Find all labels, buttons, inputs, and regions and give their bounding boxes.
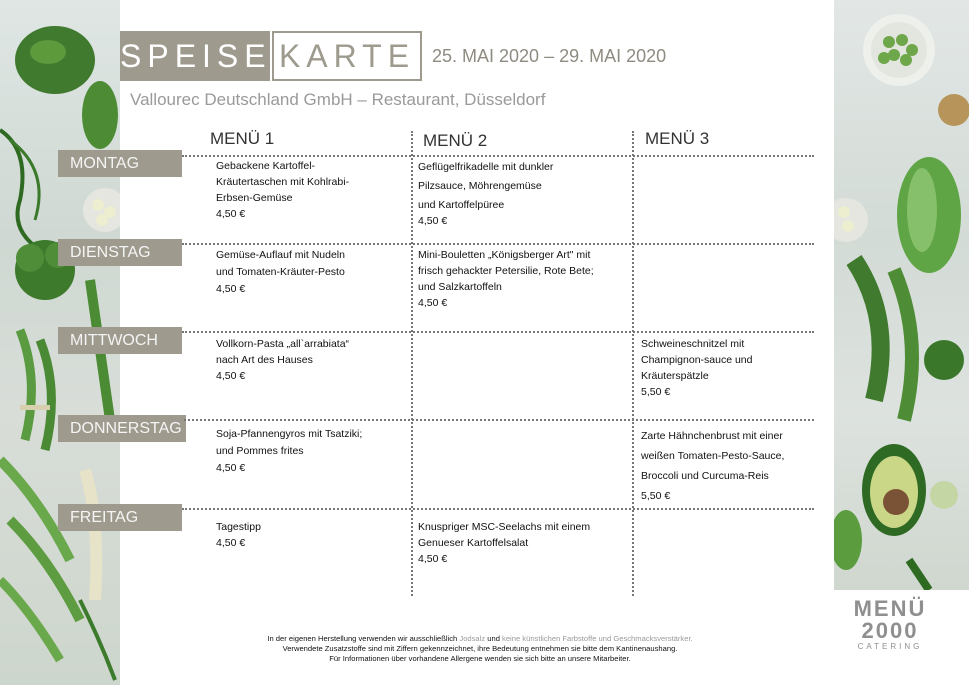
dish-price: 4,50 € (418, 215, 448, 227)
dish-montag-menu-1 (216, 158, 411, 222)
row-divider (182, 243, 814, 245)
dish-price: 5,50 € (641, 386, 671, 398)
dish-text: Vollkorn-Pasta „all`arrabiata“ nach Art des Hauses (216, 338, 350, 366)
title-box-speise (120, 31, 270, 81)
dish-mittwoch-menu-3 (641, 336, 836, 400)
dish-text: Gemüse-Auflauf mit Nudeln und Tomaten-Kräuter-Pesto (216, 249, 345, 278)
column-divider-1 (411, 131, 413, 596)
dish-price: 4,50 € (418, 297, 448, 309)
dish-price: 4,50 € (216, 462, 246, 474)
dish-text: Knuspriger MSC-Seelachs mit einem Genueser Kartoffelsalat (418, 521, 591, 549)
footer-line-2: Verwendete Zusatzstoffe sind mit Ziffern gekennzeichnet, ihre Bedeutung entnehmen sie bitte dem Kantinenaushang. (282, 644, 678, 653)
dish-text: Soja-Pfannengyros mit Tsatziki; und Pommes frites (216, 428, 363, 457)
menu-3-header: MENÜ 3 (645, 129, 710, 148)
dish-price: 4,50 € (216, 283, 246, 295)
logo-line-1: MENÜ (853, 596, 927, 621)
menu-1-header: MENÜ 1 (210, 129, 275, 148)
footer-line-3: Für Informationen über vorhandene Allergene wenden sie sich bitte an unsere Mitarbeiter. (329, 654, 631, 663)
logo-line-3: CATERING (857, 642, 923, 651)
vegetables-illustration-right (834, 0, 969, 590)
title-box-karte (272, 31, 422, 81)
footer-no-additives: keine künstlichen Farbstoffe und Geschmacksverstärker. (502, 634, 693, 643)
footer-notes (140, 634, 820, 664)
dish-freitag-menu-2 (418, 519, 628, 567)
footer-line-1 (140, 634, 820, 644)
title-speise: SPEISE (120, 38, 272, 74)
dish-donnerstag-menu-1 (216, 426, 411, 477)
dish-price: 4,50 € (216, 208, 246, 220)
dish-price: 5,50 € (641, 490, 671, 502)
day-label-donnerstag: DONNERSTAG (58, 415, 186, 442)
menu-2000-logo (840, 598, 940, 651)
day-label-dienstag: DIENSTAG (58, 239, 182, 266)
day-label-freitag: FREITAG (58, 504, 182, 531)
dish-dienstag-menu-1 (216, 247, 411, 298)
dish-text: Mini-Bouletten „Königsberger Art" mit frisch gehackter Petersilie, Rote Bete; und Salzkartoffeln (418, 249, 594, 293)
day-label-mittwoch: MITTWOCH (58, 327, 182, 354)
dish-mittwoch-menu-1 (216, 336, 411, 384)
dish-price: 4,50 € (418, 553, 448, 565)
dish-text: Geflügelfrikadelle mit dunkler Pilzsauce, Möhrengemüse und Kartoffelpüree (418, 161, 554, 211)
row-divider (182, 508, 814, 510)
day-label-montag: MONTAG (58, 150, 182, 177)
row-divider (184, 419, 814, 421)
dish-text: Tagestipp (216, 521, 261, 533)
date-range: 25. MAI 2020 – 29. MAI 2020 (432, 46, 667, 66)
dish-price: 4,50 € (216, 370, 246, 382)
dish-price: 4,50 € (216, 537, 246, 549)
dish-text: Gebackene Kartoffel- Kräutertaschen mit Kohlrabi- Erbsen-Gemüse (216, 160, 350, 204)
row-divider (182, 155, 814, 157)
restaurant-subtitle: Vallourec Deutschland GmbH – Restaurant, Düsseldorf (130, 90, 546, 109)
dish-montag-menu-2 (418, 158, 613, 227)
footer-line-1-a: In der eigenen Herstellung verwenden wir ausschließlich (267, 634, 460, 643)
row-divider (182, 331, 814, 333)
title-karte: KARTE (278, 38, 416, 74)
dish-text: Zarte Hähnchenbrust mit einer weißen Tomaten-Pesto-Sauce, Broccoli und Curcuma-Reis (641, 430, 785, 482)
footer-line-1-c: und (485, 634, 503, 643)
dish-freitag-menu-1 (216, 519, 411, 551)
right-vegetable-image (834, 0, 969, 590)
dish-donnerstag-menu-3 (641, 426, 836, 506)
dish-text: Schweineschnitzel mit Champignon-sauce und Kräuterspätzle (641, 338, 753, 382)
dish-dienstag-menu-2 (418, 247, 628, 311)
footer-jodsalz: Jodsalz (459, 634, 486, 643)
menu-2-header: MENÜ 2 (423, 131, 488, 150)
column-divider-2 (632, 131, 634, 596)
logo-line-2: 2000 (861, 618, 919, 643)
